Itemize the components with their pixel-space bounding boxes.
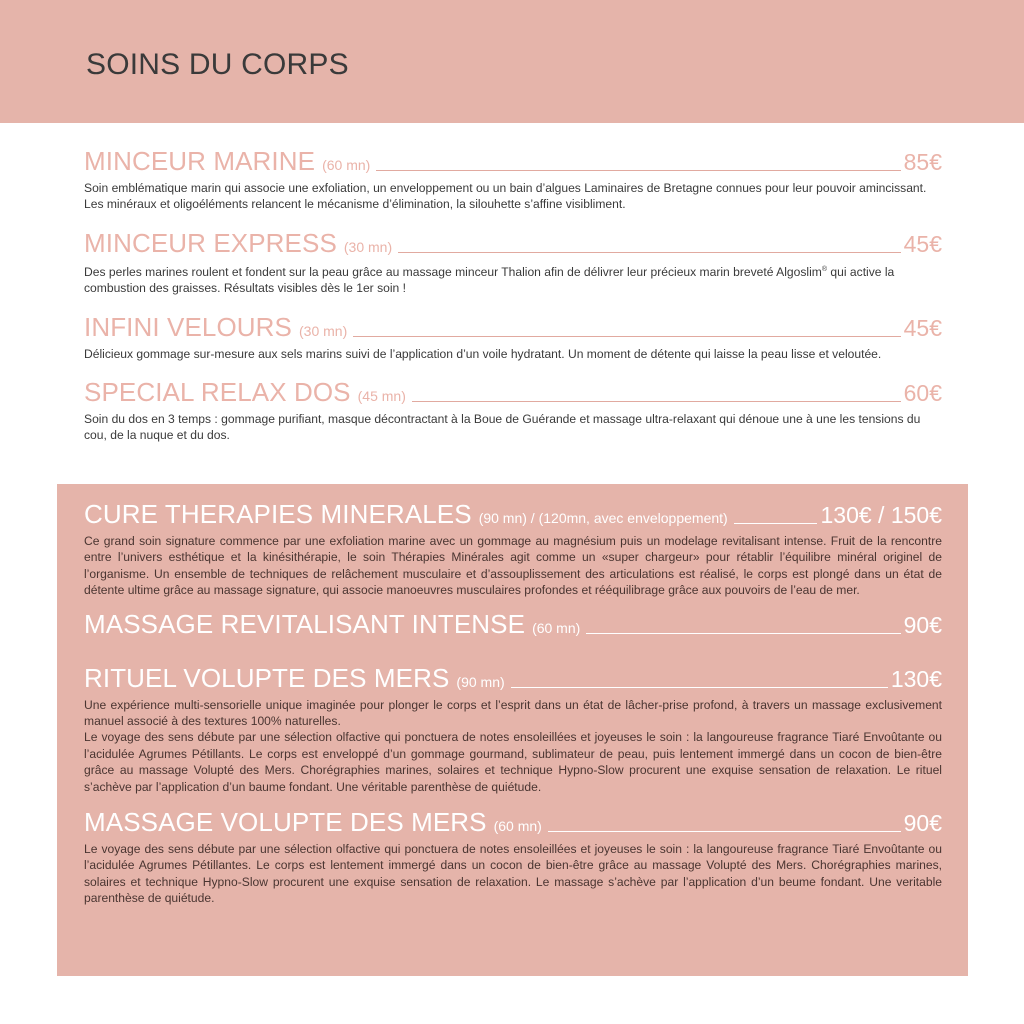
- price-leader-line: [376, 170, 900, 171]
- service-massage-revitalisant-intense: [84, 608, 942, 639]
- service-description: [84, 180, 942, 213]
- price-leader-line: [412, 401, 901, 402]
- service-description-text: Le voyage des sens débute par une sélection olfactive qui ponctuera de notes ensoleillées et joyeuses le soin : la langoureuse fragrance Tiaré Envoûtante ou l’acidulée Agrumes Pétillantes. Le corps est lentement immergé dans un cocon de bien-être grâce au massage Volupté des Mers. Chorégraphies marines, solaires et technique Hypno-Slow procurent une exquise sensation de relaxation. Le massage s’achève par l’application d’un beume fondant. Une veritable parenthèse de quiétude.: [84, 842, 942, 906]
- service-description: [84, 841, 942, 907]
- service-title-row: [84, 227, 942, 258]
- service-price: 130€: [890, 665, 942, 692]
- service-duration: (45 mn): [357, 388, 406, 405]
- page-title: SOINS DU CORPS: [86, 48, 349, 81]
- service-duration: (60 mn): [322, 157, 371, 173]
- price-leader-line: [353, 336, 900, 337]
- service-title-row: [84, 662, 942, 693]
- service-duration: (30 mn): [299, 322, 348, 339]
- service-price: 45€: [903, 314, 942, 341]
- service-name: INFINI VELOURS: [84, 311, 292, 342]
- service-duration: (90 mn): [456, 673, 505, 690]
- service-special-relax-dos: [84, 379, 942, 444]
- service-name: RITUEL VOLUPTE DES MERS: [84, 662, 450, 693]
- service-description-text: Délicieux gommage sur-mesure aux sels marins suivi de l’application d’un voile hydratant. Un moment de détente qui laisse la peau lisse et veloutée.: [84, 346, 882, 361]
- price-leader-line: [586, 633, 900, 634]
- service-name: MINCEUR MARINE: [84, 146, 316, 176]
- service-price: 60€: [903, 380, 942, 407]
- service-cure-therapies-minerales: [84, 501, 942, 599]
- service-name: MINCEUR EXPRESS: [84, 227, 337, 258]
- service-name: MASSAGE VOLUPTE DES MERS: [84, 807, 487, 838]
- service-price: 45€: [903, 230, 942, 257]
- service-title-row: [84, 807, 942, 838]
- service-name: SPECIAL RELAX DOS: [84, 377, 351, 408]
- service-price: 85€: [903, 149, 942, 175]
- service-description: [84, 411, 942, 444]
- service-minceur-express: [84, 227, 942, 297]
- service-minceur-marine: [84, 148, 942, 213]
- service-price: 90€: [903, 611, 942, 638]
- service-title-row: [84, 501, 942, 527]
- pink-services-section: [84, 501, 942, 907]
- service-description-text: Une expérience multi-sensorielle unique imaginée pour plonger le corps et l’esprit dans un état de lâcher-prise profond, à travers un massage exclusivement manuel associé à des textures 100% naturelles.: [84, 697, 942, 729]
- service-infini-velours: [84, 311, 942, 362]
- service-description-text: Soin du dos en 3 temps : gommage purifiant, masque décontractant à la Boue de Guérande et massage ultra-relaxant qui dénoue une à une les tensions du cou, de la nuque et du dos.: [84, 412, 921, 443]
- service-duration: (30 mn): [343, 238, 393, 255]
- service-price: 130€ / 150€: [820, 502, 942, 528]
- price-leader-line: [734, 523, 818, 524]
- service-description: [84, 697, 942, 795]
- service-duration: (60 mn): [532, 619, 581, 636]
- service-title-row: [84, 608, 942, 639]
- service-description-text: Le voyage des sens débute par une sélection olfactive qui ponctuera de notes ensoleillées et joyeuses le soin : la langoureuse fragrance Tiaré Envoûtante ou l’acidulée Agrumes Pétillants. Le corps est enveloppé d’un gommage gourmand, sublimateur de peau, puis lentement immergé dans un cocon de bien-être grâce au massage Volupté des Mers. Chorégraphies marines, solaires et technique Hypno-Slow procurent une exquise sensation de relaxation. Le rituel s’achève par l’application d’un baume fondant. Une véritable parenthèse de quiétude.: [84, 730, 942, 794]
- price-leader-line: [398, 252, 901, 253]
- service-description: [84, 346, 942, 362]
- service-title-row: [84, 148, 942, 174]
- service-title-row: [84, 377, 942, 408]
- price-leader-line: [548, 831, 901, 832]
- service-description-text: [84, 262, 942, 297]
- service-description-text: Ce grand soin signature commence par une exfoliation marine avec un gommage au magnésium puis un modelage revitalisant intense. Fruit de la rencontre entre l’univers esthétique et la kinésithérapie, le soin Thérapies Minérales agit comme un «super chargeur» pour rétablir l’équilibre minéral originel de l’organisme. Un ensemble de techniques de relâchement musculaire et d’assouplissement des articulations est réalisé, le corps est plongé dans un état de détente ultime grâce au massage signature, qui associe manoeuvres musculaires profondes et rééquilibrage grâce aux pouvoirs de l’eau de mer.: [84, 534, 942, 598]
- registered-mark: ®: [821, 265, 828, 273]
- service-description: [84, 262, 942, 297]
- service-duration: (90 mn) / (120mn, avec enveloppement): [478, 510, 728, 526]
- service-name: MASSAGE REVITALISANT INTENSE: [84, 608, 526, 639]
- price-leader-line: [511, 687, 888, 688]
- service-name: CURE THERAPIES MINERALES: [84, 499, 472, 529]
- service-title-row: [84, 311, 942, 342]
- service-description-start: Des perles marines roulent et fondent sur la peau grâce au massage minceur Thalion afin de délivrer leur précieux marin breveté Algoslim: [84, 264, 822, 279]
- white-services-section: [84, 148, 942, 444]
- service-rituel-volupte-des-mers: [84, 662, 942, 795]
- service-price: 90€: [903, 810, 942, 837]
- service-description-end: qui active la combustion des graisses. Résultats visibles dès le 1er soin !: [84, 264, 895, 296]
- service-massage-volupte-des-mers: [84, 809, 942, 907]
- service-description: [84, 533, 942, 599]
- service-duration: (60 mn): [493, 818, 542, 835]
- service-description-text: Soin emblématique marin qui associe une exfoliation, un enveloppement ou un bain d’algues Laminaires de Bretagne connues pour leur pouvoir amincissant. Les minéraux et oligoéléments relancent le mécanisme d’élimination, la silouhette s’affine visibliment.: [84, 181, 927, 212]
